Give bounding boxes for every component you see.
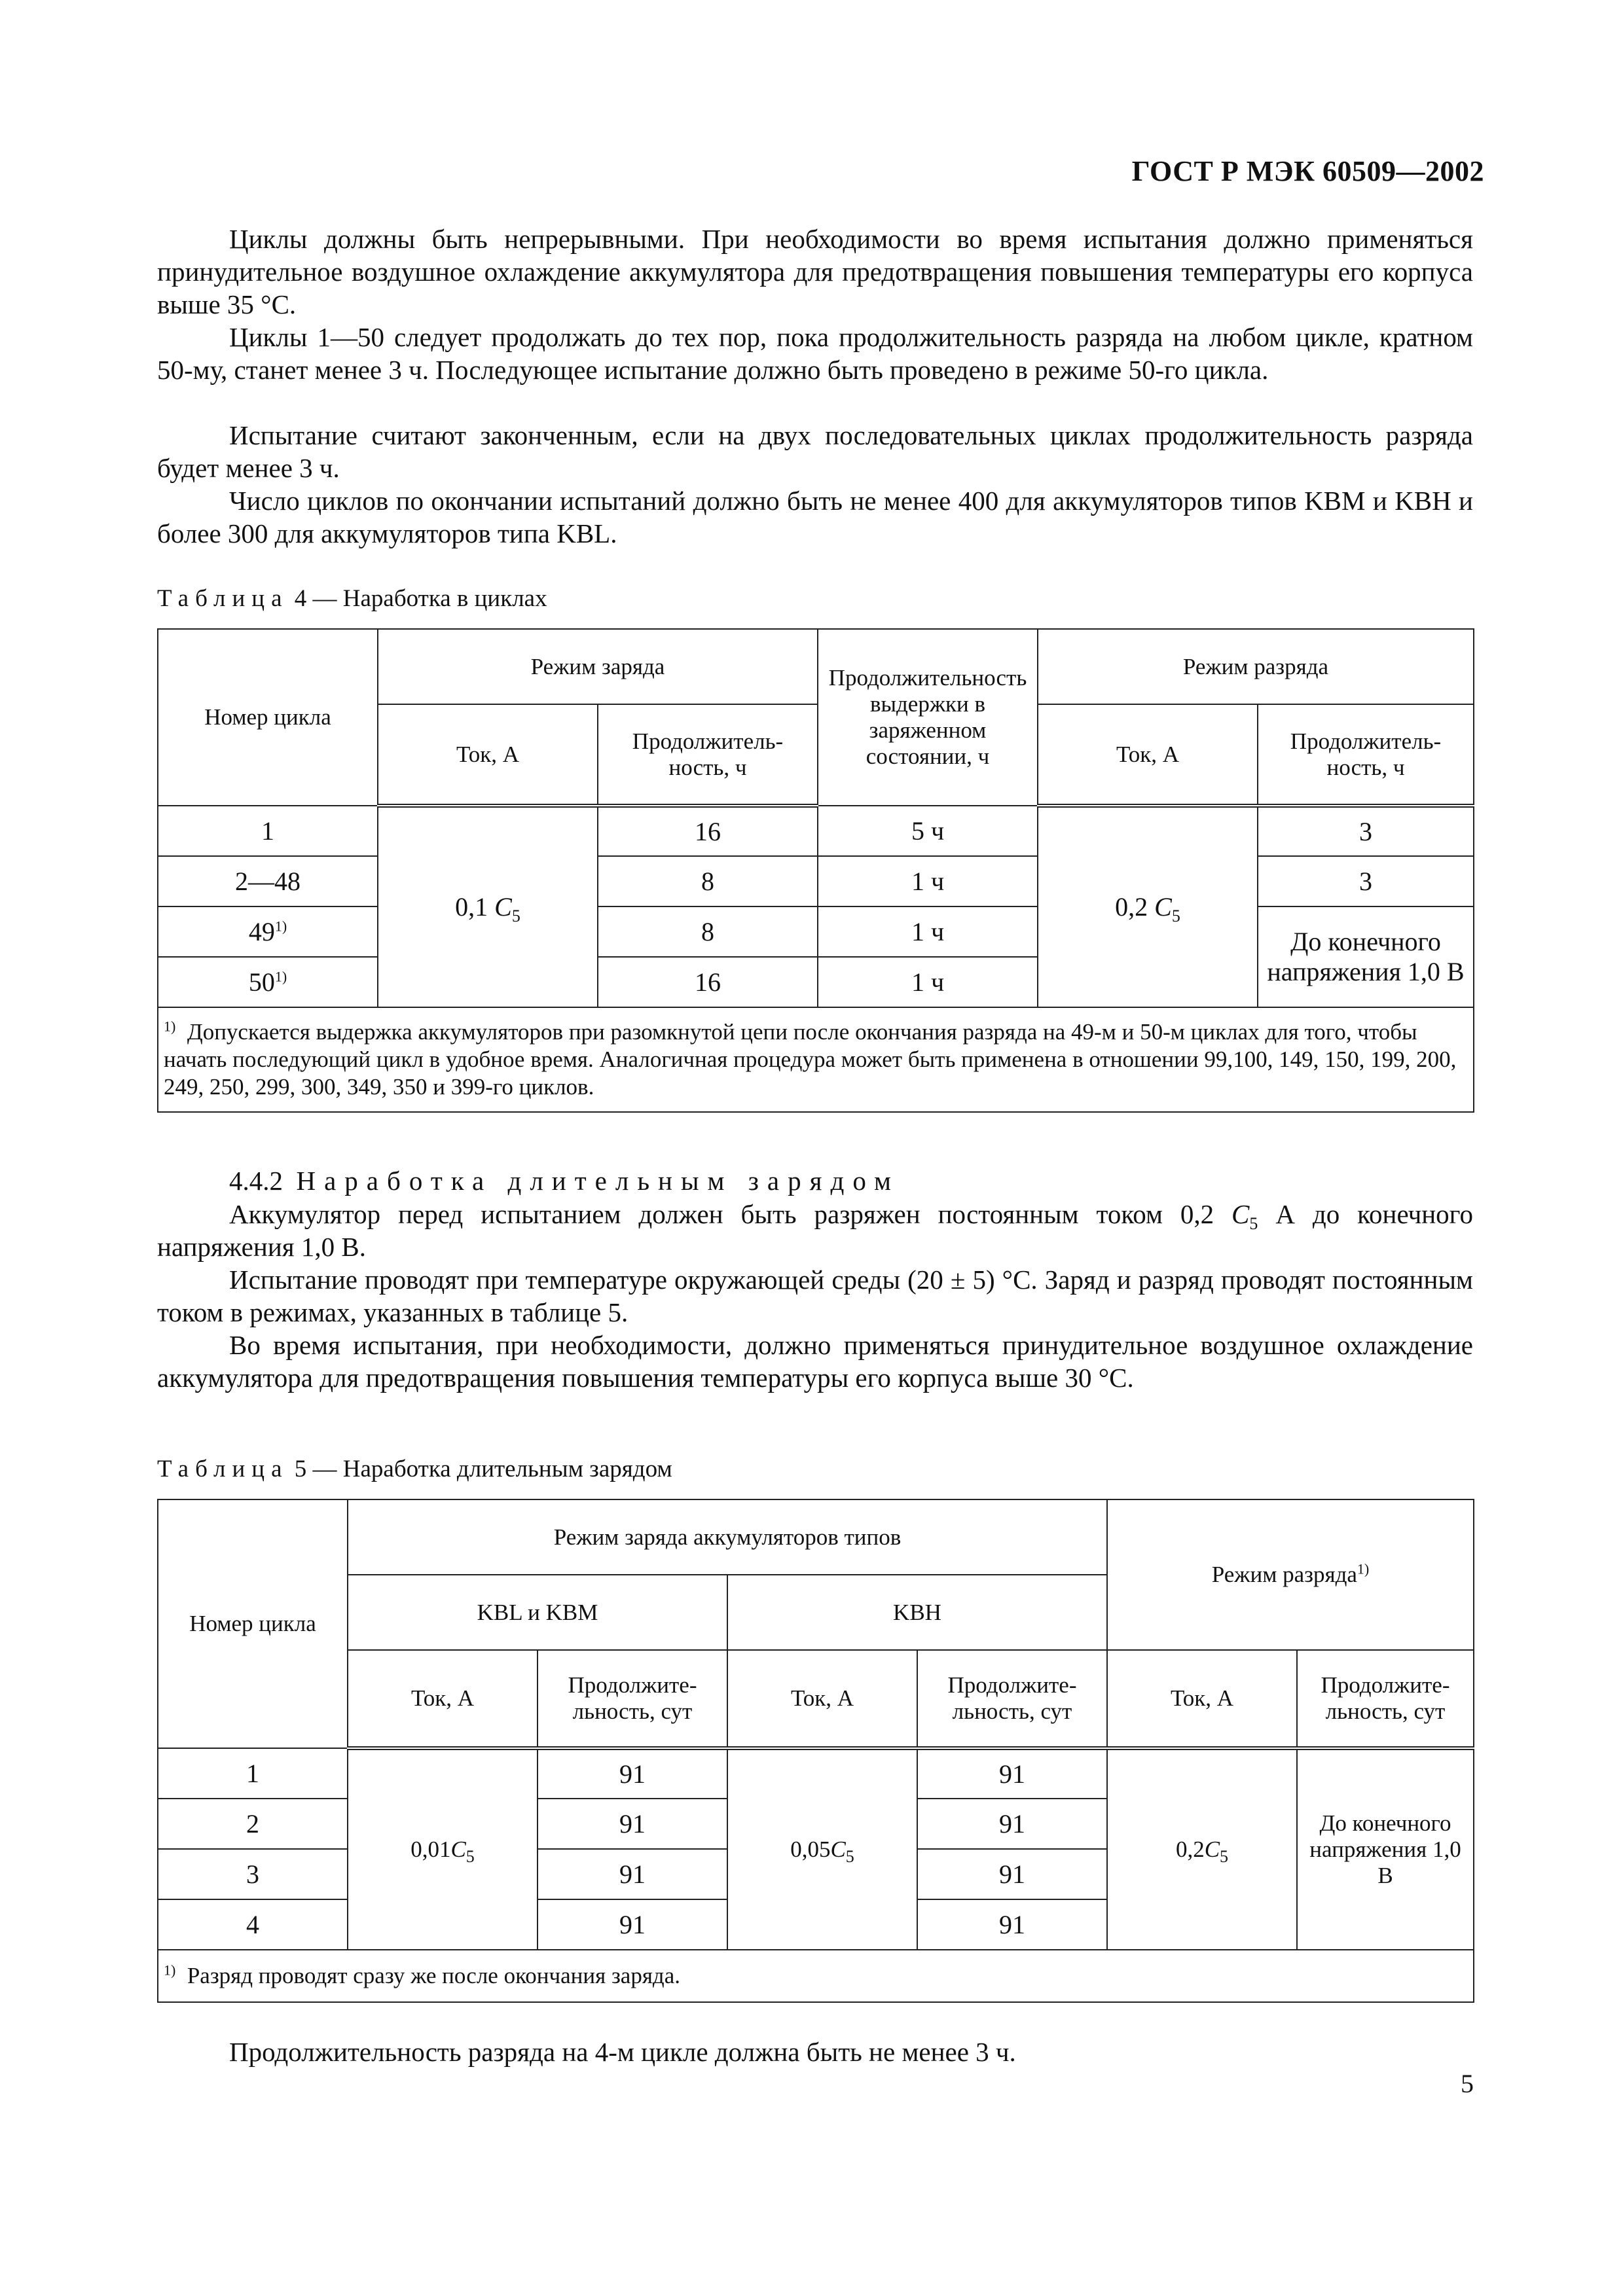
table5-cycle: 1 (158, 1748, 348, 1799)
table5-header-charge: Режим заряда аккумуляторов типов (348, 1499, 1107, 1575)
table4-header-discharge-duration: Продолжитель-ность, ч (1258, 704, 1474, 806)
table5-duration-kbl-kbm: 91 (538, 1799, 727, 1849)
table5-cycle: 4 (158, 1899, 348, 1950)
paragraph-closing: Продолжительность разряда на 4-м цикле должна быть не менее 3 ч. (229, 2037, 1016, 2067)
document-header: ГОСТ Р МЭК 60509—2002 (1131, 155, 1484, 187)
table5-header-group-kbl-kbm: KBL и KBM (348, 1575, 727, 1650)
paragraph-section-2: Испытание проводят при температуре окружающей среды (20 ± 5) °С. Заряд и разряд проводят постоянным током в режимах, указанных в таблице 5. (157, 1265, 1473, 1327)
table5-header-discharge: Режим разряда$^{1)}$ (1107, 1499, 1474, 1650)
table4-header-charge-current: Ток, А (378, 704, 598, 806)
table5-duration-kbl-kbm: 91 (538, 1849, 727, 1899)
table5-header-group-kbh: KBH (727, 1575, 1107, 1650)
table4-hold: 1 ч (818, 906, 1038, 957)
table5-caption (157, 1455, 672, 1484)
table4-charge-duration: 8 (598, 856, 818, 906)
table4-end-voltage: До конечного напряжения 1,0 В (1258, 906, 1474, 1007)
table5-end-voltage: До конечного напряжения 1,0 В (1297, 1748, 1474, 1950)
table4-cycle: 2—48 (158, 856, 378, 906)
table4-discharge-current: 0,2 $C_5$ (1038, 806, 1258, 1007)
table5-caption-label: Таблица (157, 1456, 289, 1482)
table5-cycle: 3 (158, 1849, 348, 1899)
table5-header-duration: Продолжите-льность, сут (917, 1650, 1107, 1748)
table5-duration-kbh: 91 (917, 1899, 1107, 1950)
table5-discharge-current: $0,2C_5$ (1107, 1748, 1297, 1950)
table5-header-duration: Продолжите-льность, сут (1297, 1650, 1474, 1748)
table5 (157, 1499, 1474, 2003)
paragraph-cycles-continuous: Циклы должны быть непрерывными. При необходимости во время испытания должно применяться принудительное воздушное охлаждение аккумулятора для предотвращения повышения температуры его корпуса выше 35 °С. (157, 224, 1473, 319)
table4-hold: 5 ч (818, 806, 1038, 856)
paragraph-section-1: Аккумулятор перед испытанием должен быть разряжен постоянным током 0,2 $C_5$ А до конечного напряжения 1,0 В. (157, 1199, 1473, 1262)
paragraph-section-3: Во время испытания, при необходимости, должно применяться принудительное воздушное охлаждение аккумулятора для предотвращения повышения температуры его корпуса выше 30 °С. (157, 1330, 1473, 1393)
table4-header-cycle: Номер цикла (158, 629, 378, 806)
table4 (157, 628, 1474, 1113)
table4-header-hold: Продолжительность выдержки в заряженном состоянии, ч (818, 629, 1038, 806)
table5-header-current: Ток, А (727, 1650, 917, 1748)
paragraph-test-complete: Испытание считают законченным, если на двух последовательных циклах продолжительность разряда будет менее 3 ч. (157, 420, 1473, 483)
table4-caption (157, 584, 547, 613)
table5-current-kbl-kbm: $0,01C_5$ (348, 1748, 538, 1950)
table5-duration-kbh: 91 (917, 1849, 1107, 1899)
table5-current-kbh: $0,05C_5$ (727, 1748, 917, 1950)
table4-header-discharge-current: Ток, А (1038, 704, 1258, 806)
table4-hold: 1 ч (818, 856, 1038, 906)
section-heading: 4.4.2 Наработка длительным зарядом (229, 1166, 900, 1196)
table4-caption-text: 4 — Наработка в циклах (294, 585, 547, 612)
table4-caption-label: Таблица (157, 585, 289, 612)
table5-duration-kbl-kbm: 91 (538, 1748, 727, 1799)
table4-discharge-duration: 3 (1258, 856, 1474, 906)
table4-charge-duration: 16 (598, 806, 818, 856)
table4-header-discharge: Режим разряда (1038, 629, 1474, 704)
table5-header-cycle: Номер цикла (158, 1499, 348, 1748)
table5-footnote: $^{1)}$ Разряд проводят сразу же после окончания заряда. (158, 1950, 1474, 2002)
table5-duration-kbl-kbm: 91 (538, 1899, 727, 1950)
table4-header-charge-duration: Продолжитель-ность, ч (598, 704, 818, 806)
table5-duration-kbh: 91 (917, 1799, 1107, 1849)
page-number: 5 (1461, 2069, 1474, 2098)
table4-cycle: 50$^{1)}$ (158, 957, 378, 1007)
table4-charge-duration: 8 (598, 906, 818, 957)
table4-hold: 1 ч (818, 957, 1038, 1007)
table4-cycle: 1 (158, 806, 378, 856)
table5-cycle: 2 (158, 1799, 348, 1849)
table4-charge-duration: 16 (598, 957, 818, 1007)
paragraph-cycles-1-50: Циклы 1—50 следует продолжать до тех пор, пока продолжительность разряда на любом цикле, кратном 50-му, станет менее 3 ч. Последующее испытание должно быть проведено в режиме 50-го цикла. (157, 322, 1473, 385)
table4-header-charge: Режим заряда (378, 629, 818, 704)
table5-header-duration: Продолжите-льность, сут (538, 1650, 727, 1748)
table5-header-current: Ток, А (348, 1650, 538, 1748)
table5-duration-kbh: 91 (917, 1748, 1107, 1799)
table4-footnote: $^{1)}$ Допускается выдержка аккумуляторов при разомкнутой цепи после окончания разряда на 49-м и 50-м циклах для того, чтобы начать последующий цикл в удобное время. Аналогичная процедура может быть применена в отношении 99,100, 149, 150, 199, 200, 249, 250, 299, 300, 349, 350 и 399-го циклов. (158, 1007, 1474, 1112)
table5-caption-text: 5 — Наработка длительным зарядом (294, 1456, 672, 1482)
paragraph-cycle-count: Число циклов по окончании испытаний должно быть не менее 400 для аккумуляторов типов KBM и KBH и более 300 для аккумуляторов типа KBL. (157, 486, 1473, 548)
table4-charge-current: 0,1 $C_5$ (378, 806, 598, 1007)
table4-discharge-duration: 3 (1258, 806, 1474, 856)
table5-header-current: Ток, А (1107, 1650, 1297, 1748)
table4-cycle: 49$^{1)}$ (158, 906, 378, 957)
